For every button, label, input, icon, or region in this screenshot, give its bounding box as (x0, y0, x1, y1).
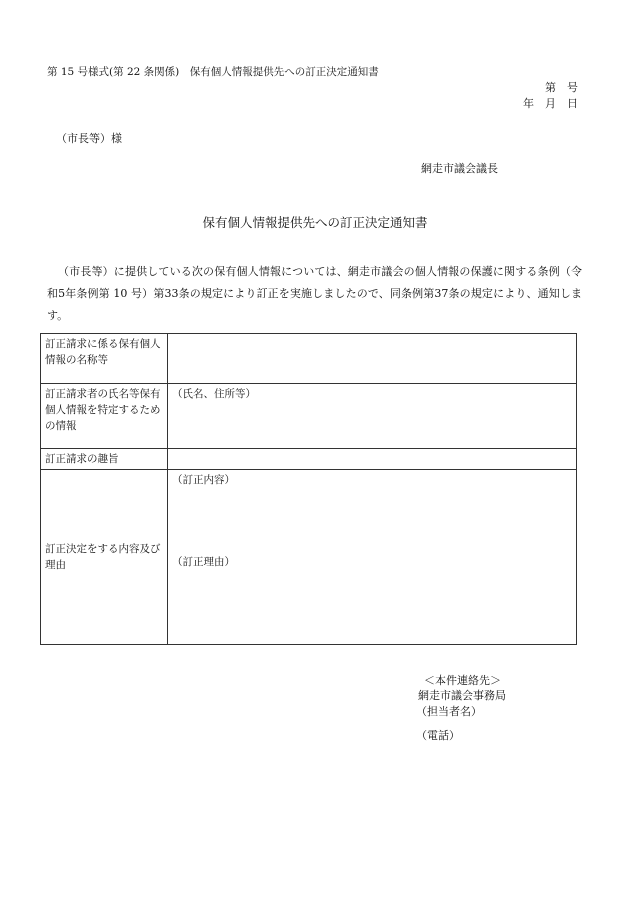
document-number-line: 第 号 (545, 81, 578, 94)
table-row-purpose (41, 449, 577, 470)
table-row-requester (41, 384, 577, 449)
addressee: （市長等）様 (56, 132, 122, 145)
contact-heading: ＜本件連絡先＞ (424, 674, 501, 687)
row-label-decision (41, 470, 168, 645)
table-row-info-name (41, 334, 577, 384)
table-row-decision (41, 470, 577, 645)
sender-name: 網走市議会議長 (421, 162, 498, 175)
row-value-purpose (168, 449, 577, 470)
row-value-decision (168, 470, 577, 645)
decision-label-text: 訂正決定をする内容及び理由 (45, 543, 161, 571)
row-label-info-name: 訂正請求に係る保有個人情報の名称等 (41, 334, 168, 384)
correction-reason-label: （訂正理由） (172, 556, 235, 568)
document-date-line: 年 月 日 (523, 97, 578, 110)
row-label-requester: 訂正請求者の氏名等保有個人情報を特定するための情報 (41, 384, 168, 449)
notice-table (40, 333, 577, 645)
contact-office: 網走市議会事務局 (418, 689, 506, 702)
decision-value-wrap (172, 472, 572, 642)
correction-content-label: （訂正内容） (172, 474, 235, 486)
row-value-requester: （氏名、住所等） (168, 384, 577, 449)
document-title: 保有個人情報提供先への訂正決定通知書 (202, 215, 428, 230)
row-label-purpose: 訂正請求の趣旨 (41, 449, 168, 470)
contact-phone: （電話） (416, 729, 460, 742)
row-value-info-name (168, 334, 577, 384)
decision-label-wrap (45, 472, 163, 642)
body-paragraph: （市長等）に提供している次の保有個人情報については、網走市議会の個人情報の保護に関する条例（令和5年条例第 10 号）第33条の規定により訂正を実施しましたので、同条例第37条の規定により、通知します。 (47, 265, 582, 322)
form-number-header: 第 15 号様式(第 22 条関係) 保有個人情報提供先への訂正決定通知書 (47, 66, 379, 78)
contact-person: （担当者名） (416, 705, 482, 718)
